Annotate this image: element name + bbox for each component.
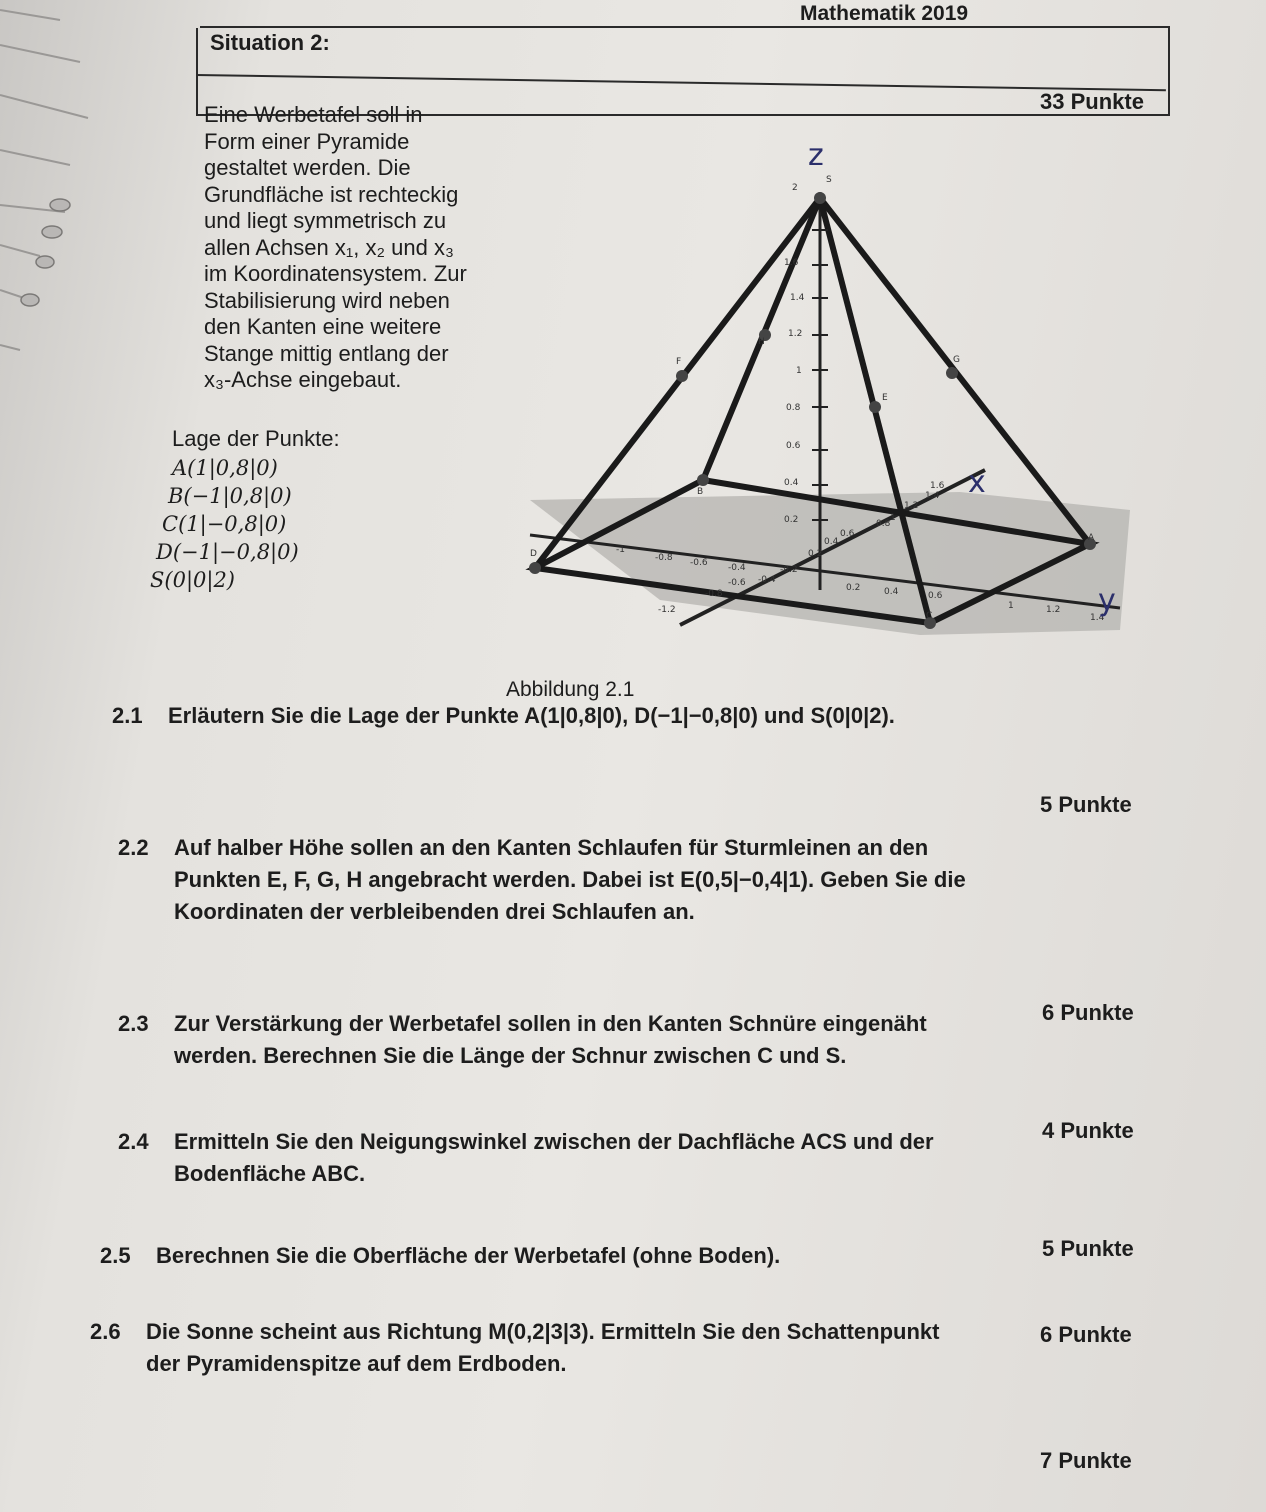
task-number: 2.3 <box>118 1011 149 1036</box>
intro-text <box>204 102 467 394</box>
z-tick-0.4: 0.4 <box>784 478 799 488</box>
y-tick: -0.6 <box>690 558 708 568</box>
task-points: 7 Punkte <box>1040 1448 1132 1473</box>
x-tick: 0.2 <box>808 549 823 559</box>
vertex-label-g: G <box>953 355 960 365</box>
task-text: Berechnen Sie die Oberfläche der Werbetafel (ohne Boden). <box>156 1243 781 1268</box>
y-tick: -0.4 <box>728 563 746 573</box>
vertex-label-a: A <box>1088 533 1095 543</box>
vertex-b <box>697 474 709 486</box>
task-text: Ermitteln Sie den Neigungswinkel zwischen der Dachfläche ACS und der <box>174 1129 934 1154</box>
vertex-label-s: S <box>826 175 832 185</box>
task-text: Bodenfläche ABC. <box>174 1161 366 1186</box>
task-number: 2.4 <box>118 1129 149 1154</box>
x-tick: -0.8 <box>705 589 723 599</box>
y-tick: 1 <box>1008 601 1014 611</box>
y-tick: -1.2 <box>658 605 676 615</box>
task-2-4 <box>118 1128 1218 1188</box>
ground-plane <box>530 492 1130 635</box>
z-tick-1: 1 <box>796 366 802 376</box>
handwritten-x: x <box>968 465 986 500</box>
x-tick: -0.4 <box>758 575 776 585</box>
task-2-6 <box>90 1318 1190 1378</box>
y-tick: 1.4 <box>1090 613 1105 623</box>
task-number: 2.1 <box>112 703 143 728</box>
task-2-2 <box>118 834 1218 924</box>
task-2-3 <box>118 1010 1218 1070</box>
task-points: 6 Punkte <box>1042 1000 1134 1025</box>
task-2-5 <box>100 1242 1200 1272</box>
vertex-g <box>946 367 958 379</box>
y-tick: 1.2 <box>1046 605 1061 615</box>
task-text: Koordinaten der verbleibenden drei Schlaufen an. <box>174 899 695 924</box>
x-tick: 1.2 <box>904 501 919 511</box>
task-number: 2.6 <box>90 1319 121 1344</box>
task-number: 2.5 <box>100 1243 131 1268</box>
point-a: A(1|0,8|0) <box>172 456 278 480</box>
intro-line: Eine Werbetafel soll in <box>204 102 423 127</box>
intro-line: im Koordinatensystem. Zur <box>204 261 467 286</box>
spiral-binding <box>0 0 90 420</box>
point-d: D(−1|−0,8|0) <box>156 540 299 564</box>
z-tick-2: 2 <box>792 183 798 193</box>
vertex-d <box>529 562 541 574</box>
handwritten-z: z <box>808 138 824 173</box>
point-c: C(1|−0,8|0) <box>162 512 287 536</box>
z-tick-1.6: 1.6 <box>784 258 799 268</box>
z-tick-0.2: 0.2 <box>784 515 799 525</box>
vertex-f <box>676 370 688 382</box>
task-points: 4 Punkte <box>1042 1118 1134 1143</box>
vertex-label-c: C <box>926 611 933 621</box>
task-text: Zur Verstärkung der Werbetafel sollen in den Kanten Schnüre eingenäht <box>174 1011 927 1036</box>
intro-line: Grundfläche ist rechteckig <box>204 181 459 207</box>
vertex-label-h: H <box>758 337 765 347</box>
y-tick: -0.8 <box>655 553 673 563</box>
intro-line: den Kanten eine weitere <box>204 314 442 339</box>
point-s: S(0|0|2) <box>150 568 236 592</box>
vertex-label-b: B <box>697 487 704 497</box>
z-tick-0.6: 0.6 <box>786 441 801 451</box>
intro-line: x₃-Achse eingebaut. <box>204 367 402 392</box>
task-number: 2.2 <box>118 835 149 860</box>
intro-line: und liegt symmetrisch zu <box>204 208 447 233</box>
task-text: der Pyramidenspitze auf dem Erdboden. <box>146 1351 567 1376</box>
task-points: 5 Punkte <box>1040 792 1132 817</box>
points-list <box>150 454 299 594</box>
points-title: Lage der Punkte: <box>172 426 340 451</box>
x-tick: 1.6 <box>930 481 945 491</box>
task-text: Auf halber Höhe sollen an den Kanten Schlaufen für Sturmleinen an den <box>174 835 929 860</box>
y-tick: 0.2 <box>846 583 861 593</box>
y-tick: 0.4 <box>884 587 899 597</box>
x-tick: -0.2 <box>780 565 798 575</box>
vertex-e <box>869 401 881 413</box>
task-text: Punkten E, F, G, H angebracht werden. Dabei ist E(0,5|−0,4|1). Geben Sie die <box>174 867 966 892</box>
handwritten-y: y <box>1098 583 1116 618</box>
figure-caption: Abbildung 2.1 <box>506 678 635 701</box>
y-tick: 0.6 <box>928 591 943 601</box>
point-b: B(−1|0,8|0) <box>168 484 292 508</box>
vertex-label-e: E <box>882 393 888 403</box>
pyramid-figure <box>490 130 1150 650</box>
z-tick-0.8: 0.8 <box>786 403 801 413</box>
y-tick: -1 <box>616 545 625 555</box>
x-tick: 1.4 <box>925 491 940 501</box>
intro-line: Stange mittig entlang der <box>204 340 449 366</box>
z-tick-1.2: 1.2 <box>788 329 803 339</box>
task-points: 5 Punkte <box>1042 1236 1134 1261</box>
task-text: Die Sonne scheint aus Richtung M(0,2|3|3). Ermitteln Sie den Schattenpunkt <box>146 1319 940 1344</box>
task-points: 6 Punkte <box>1040 1322 1132 1347</box>
x-tick: 0.4 <box>824 537 839 547</box>
x-tick: 1 <box>890 513 896 523</box>
total-points: 33 Punkte <box>1040 89 1144 114</box>
x-tick: -0.6 <box>728 578 746 588</box>
exam-header-title: Mathematik 2019 <box>800 2 969 25</box>
vertex-s <box>814 192 826 204</box>
x-tick: 0.6 <box>840 529 855 539</box>
z-tick-1.4: 1.4 <box>790 293 805 303</box>
x-tick: 0.8 <box>876 519 891 529</box>
intro-line: gestaltet werden. Die <box>204 155 411 180</box>
task-text: werden. Berechnen Sie die Länge der Schnur zwischen C und S. <box>174 1043 847 1068</box>
intro-line: Stabilisierung wird neben <box>204 287 450 313</box>
intro-line: allen Achsen x₁, x₂ und x₃ <box>204 234 454 260</box>
task-2-1 <box>112 702 1212 732</box>
situation-title: Situation 2: <box>210 30 330 55</box>
intro-line: Form einer Pyramide <box>204 128 410 154</box>
vertex-label-d: D <box>530 549 537 559</box>
vertex-label-f: F <box>676 357 682 367</box>
task-text: Erläutern Sie die Lage der Punkte A(1|0,8|0), D(−1|−0,8|0) und S(0|0|2). <box>168 703 895 728</box>
